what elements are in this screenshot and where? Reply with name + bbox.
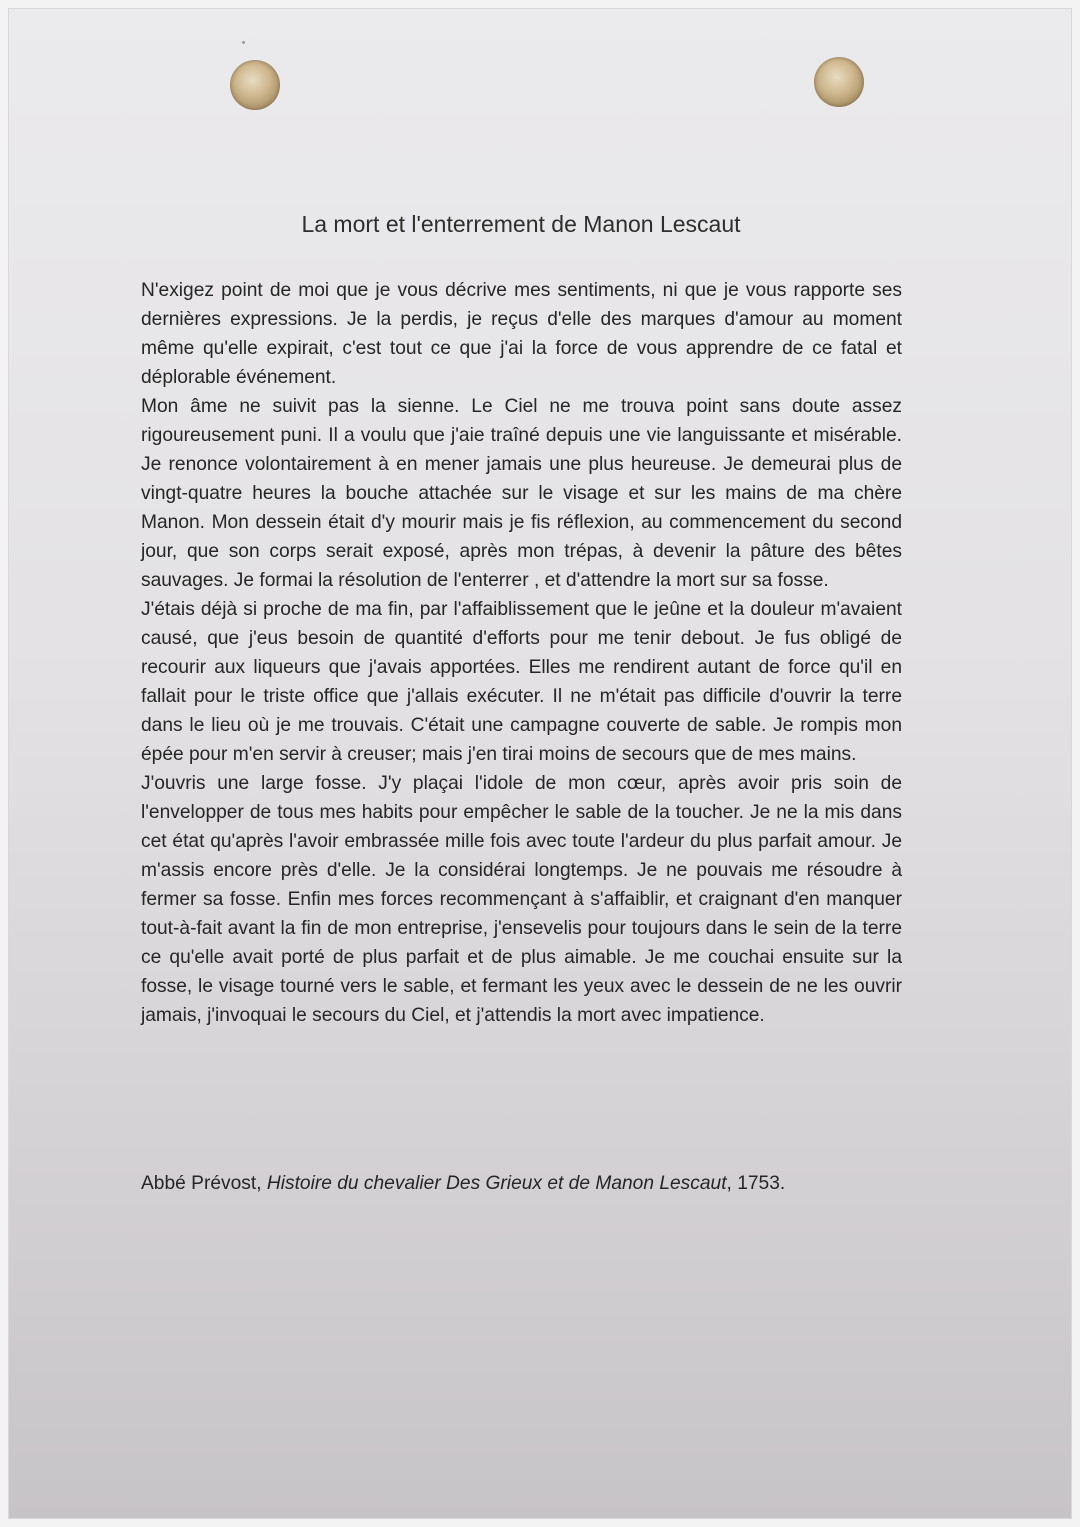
- citation-author: Abbé Prévost,: [141, 1173, 262, 1194]
- paragraph-3: J'étais déjà si proche de ma fin, par l'affaiblissement que le jeûne et la douleur m'avaient causé, que j'eus besoin de quantité d'efforts pour me tenir debout. Je fus obligé de recourir aux liqueurs que j'avais apportées. Elles me rendirent autant de force qu'il en fallait pour le triste office que j'allais exécuter. Il ne m'était pas difficile d'ouvrir la terre dans le lieu où je me trouvais. C'était une campagne couverte de sable. Je rompis mon épée pour m'en servir à creuser; mais j'en tirai moins de secours que de mes mains.: [141, 599, 902, 765]
- document-body: [141, 276, 902, 1030]
- paragraph-1: N'exigez point de moi que je vous décrive mes sentiments, ni que je vous rapporte ses dernières expressions. Je la perdis, je reçus d'elle des marques d'amour au moment même qu'elle expirait, c'est tout ce que j'ai la force de vous apprendre de ce fatal et déplorable événement.: [141, 280, 902, 388]
- punch-hole-right: [814, 57, 864, 107]
- paper-speck: [242, 41, 245, 44]
- paragraph-4: J'ouvris une large fosse. J'y plaçai l'idole de mon cœur, après avoir pris soin de l'envelopper de tous mes habits pour empêcher le sable de la toucher. Je ne la mis dans cet état qu'après l'avoir embrassée mille fois avec toute l'ardeur du plus parfait amour. Je m'assis encore près d'elle. Je la considérai longtemps. Je ne pouvais me résoudre à fermer sa fosse. Enfin mes forces recommençant à s'affaiblir, et craignant d'en manquer tout-à-fait avant la fin de mon entreprise, j'ensevelis pour toujours dans le sein de la terre ce qu'elle avait porté de plus parfait et de plus aimable. Je me couchai ensuite sur la fosse, le visage tourné vers le sable, et fermant les yeux avec le dessein de ne les ouvrir jamais, j'invoquai le secours du Ciel, et j'attendis la mort avec impatience.: [141, 773, 902, 1026]
- citation-year: , 1753.: [726, 1173, 786, 1194]
- punch-hole-left: [230, 60, 280, 110]
- paragraph-2: Mon âme ne suivit pas la sienne. Le Ciel ne me trouva point sans doute assez rigoureusement puni. Il a voulu que j'aie traîné depuis une vie languissante et misérable. Je renonce volontairement à en mener jamais une plus heureuse. Je demeurai plus de vingt-quatre heures la bouche attachée sur le visage et sur les mains de ma chère Manon. Mon dessein était d'y mourir mais je fis réflexion, au commencement du second jour, que son corps serait exposé, après mon trépas, à devenir la pâture des bêtes sauvages. Je formai la résolution de l'enterrer , et d'attendre la mort sur sa fosse.: [141, 396, 902, 591]
- citation: [141, 1169, 921, 1198]
- document-title: La mort et l'enterrement de Manon Lescaut: [301, 211, 741, 237]
- citation-work: Histoire du chevalier Des Grieux et de Manon Lescaut: [266, 1173, 727, 1194]
